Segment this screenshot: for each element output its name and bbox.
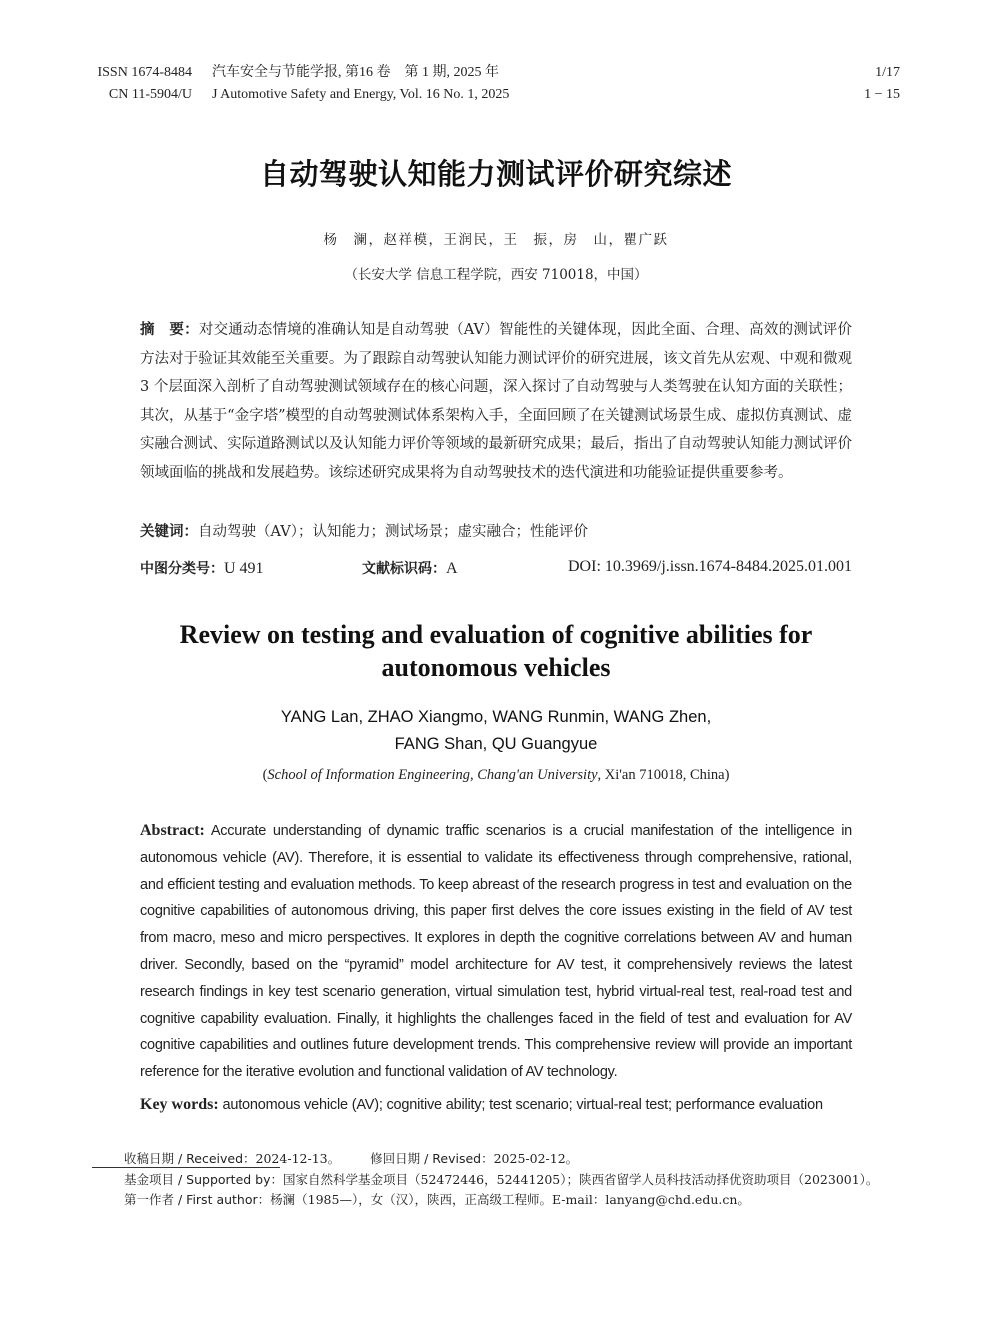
received-label: 收稿日期 / Received： (124, 1151, 256, 1166)
keywords-en (140, 1096, 852, 1114)
affiliation-en-school: School of Information Engineering, Chang'an University (267, 767, 598, 783)
footnote-funding (124, 1170, 884, 1191)
doc-code-label: 文献标识码： (362, 561, 446, 577)
first-author-label: 第一作者 / First author： (124, 1192, 271, 1207)
clc-value: U 491 (224, 560, 264, 577)
abstract-en-label: Abstract: (140, 822, 205, 839)
keywords-cn (140, 520, 852, 541)
authors-cn: 杨 澜，赵祥模，王润民，王 振，房 山，瞿广跃 (323, 232, 669, 248)
clc-label: 中图分类号： (140, 561, 224, 577)
keywords-en-label: Key words: (140, 1096, 219, 1113)
keywords-en-text: autonomous vehicle (AV); cognitive ability; test scenario; virtual-real test; performance evaluation (222, 1097, 823, 1113)
title-en (0, 618, 992, 684)
keywords-cn-text: 自动驾驶（AV）；认知能力；测试场景；虚实融合；性能评价 (198, 524, 588, 540)
authors-en-line2: FANG Shan, QU Guangyue (394, 735, 598, 753)
journal-header (94, 62, 509, 106)
clc-number (140, 558, 264, 578)
abstract-cn (140, 316, 852, 487)
first-author-value: 杨澜（1985—），女（汉），陕西，正高级工程师。E-mail：lanyang@chd.edu.cn。 (270, 1192, 750, 1207)
revised-value: 2025-02-12。 (493, 1151, 579, 1166)
title-en-line2: autonomous vehicles (381, 653, 611, 682)
journal-name-cn: 汽车安全与节能学报, 第16 卷 第 1 期, 2025 年 (212, 65, 499, 80)
page-range: 1 − 15 (864, 87, 900, 102)
page-info (864, 62, 900, 106)
received-value: 2024-12-13。 (255, 1151, 341, 1166)
abstract-en-text: Accurate understanding of dynamic traffic scenarios is a crucial manifestation of the intelligence in autonomous vehicle (AV). Therefore, it is essential to validate its effectiveness through comprehensive, rational, and efficient testing and evaluation methods. To keep abreast of the research progress in test and evaluation on the cognitive capabilities of autonomous driving, this paper first delves the core issues existing in the field of AV test from macro, meso and micro perspectives. It explores in depth the cognitive correlations between AV and human driver. Secondly, based on the “pyramid” model architecture for AV test, it comprehensively reviews the latest research findings in key test scenario generation, virtual simulation test, hybrid virtual-real test, real-road test and cognitive capability evaluation. Finally, it highlights the challenges faced in the field of test and evaluation for AV cognitive capabilities and outlines future development trends. This comprehensive review will provide an important reference for the iterative evolution and functional validation of AV technology. (140, 823, 852, 1081)
affiliation-en-location: , Xi'an 710018, China) (597, 767, 730, 783)
journal-name-en: J Automotive Safety and Energy, Vol. 16 No. 1, 2025 (212, 87, 510, 102)
doi: DOI: 10.3969/j.issn.1674-8484.2025.01.001 (568, 558, 852, 575)
affiliation-cn: （长安大学 信息工程学院，西安 710018，中国） (344, 267, 648, 283)
abstract-cn-text: 对交通动态情境的准确认知是自动驾驶（AV）智能性的关键体现，因此全面、合理、高效的测试评价方法对于验证其效能至关重要。为了跟踪自动驾驶认知能力测试评价的研究进展，该文首先从宏观、中观和微观 3 个层面深入剖析了自动驾驶测试领域存在的核心问题，深入探讨了自动驾驶与人类驾驶在认知方面的关联性；其次，从基于“金字塔”模型的自动驾驶测试体系架构入手，全面回顾了在关键测试场景生成、虚拟仿真测试、虚实融合测试、实际道路测试以及认知能力评价等领域的最新研究成果；最后，指出了自动驾驶认知能力测试评价领域面临的挑战和发展趋势。该综述研究成果将为自动驾驶技术的迭代演进和功能验证提供重要参考。 (140, 322, 852, 481)
supported-value: 国家自然科学基金项目（52472446，52441205）；陕西省留学人员科技活动择优资助项目（2023001）。 (283, 1171, 879, 1187)
footnote-dates (124, 1149, 884, 1170)
document-code (362, 558, 458, 578)
doc-code-value: A (446, 560, 458, 577)
title-cn: 自动驾驶认知能力测试评价研究综述 (259, 157, 732, 191)
footnotes (124, 1149, 884, 1211)
revised-label: 修回日期 / Revised： (370, 1151, 494, 1166)
abstract-cn-label: 摘 要： (140, 322, 199, 338)
keywords-cn-label: 关键词： (140, 524, 198, 540)
affiliation-en-open: ( (262, 767, 268, 783)
authors-en-line1: YANG Lan, ZHAO Xiangmo, WANG Runmin, WANG Zhen, (280, 708, 712, 726)
page-ratio: 1/17 (875, 65, 900, 80)
abstract-en (140, 818, 852, 1086)
issn: ISSN 1674-8484 (97, 65, 192, 80)
footnote-first-author (124, 1190, 884, 1211)
affiliation-en (0, 767, 992, 784)
cn-number: CN 11-5904/U (108, 87, 192, 102)
supported-label: 基金项目 / Supported by： (124, 1171, 284, 1187)
authors-en (0, 704, 992, 758)
title-en-line1: Review on testing and evaluation of cognitive abilities for (179, 620, 813, 649)
